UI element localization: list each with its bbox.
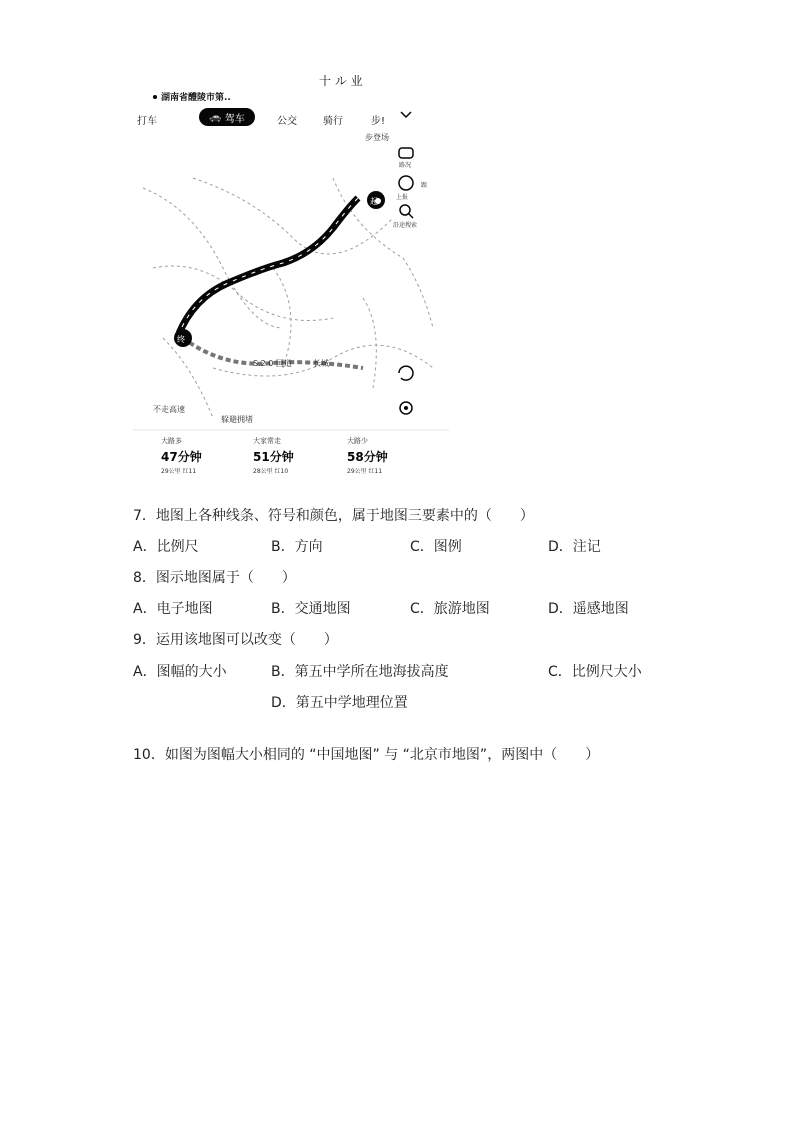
question-number: 10． <box>133 747 165 763</box>
avoid-highway-toggle[interactable]: 不走高速 <box>153 405 185 414</box>
mode-drive[interactable] <box>199 108 255 126</box>
question-number: 8． <box>133 570 156 586</box>
q7-option-c[interactable]: C．图例 <box>410 539 462 555</box>
route-time: 47分钟 <box>161 450 202 464</box>
follow-label: 跟 <box>421 182 428 189</box>
question-10 <box>133 744 599 764</box>
main-route-line[interactable] <box>178 198 358 336</box>
q9-option-d[interactable]: D．第五中学地理位置 <box>271 695 408 711</box>
route-label: 大路少 <box>347 437 368 445</box>
q8-option-d[interactable]: D．遥感地图 <box>548 601 629 617</box>
mode-bus[interactable]: 公交 <box>277 116 297 127</box>
mode-drive-label: 驾车 <box>224 113 245 125</box>
route-detail: 29公里 红11 <box>347 468 383 475</box>
map-canvas <box>133 68 449 482</box>
background-roads <box>143 178 433 418</box>
mode-walk[interactable]: 步! <box>371 116 386 127</box>
chevron-down-icon[interactable] <box>401 112 411 117</box>
marker-start-label: 终 <box>177 335 185 344</box>
route-label: 大家常走 <box>253 437 281 445</box>
top-right-label: 步登场 <box>365 133 389 142</box>
q7-option-d[interactable]: D．注记 <box>548 539 601 555</box>
refresh-icon[interactable] <box>399 366 413 380</box>
location-dot-icon <box>153 95 157 99</box>
map-screenshot <box>133 68 449 482</box>
search-label: 沿途搜索 <box>393 222 418 229</box>
search-icon[interactable] <box>400 205 410 215</box>
top-text: 十 ル 业 <box>319 74 363 88</box>
report-label: 上报 <box>396 194 409 201</box>
q8-option-a[interactable]: A．电子地图 <box>133 601 213 617</box>
question-number: 7． <box>133 508 156 524</box>
route-detail: 29公里 红11 <box>161 468 197 475</box>
avoid-congestion-toggle[interactable]: 躲避拥堵 <box>221 415 253 424</box>
report-icon[interactable] <box>399 176 413 190</box>
q9-option-a[interactable]: A．图幅的大小 <box>133 664 227 680</box>
question-text: 运用该地图可以改变（ ） <box>155 632 338 648</box>
marker-end-label: 起 <box>370 197 378 206</box>
q7-option-b[interactable]: B．方向 <box>271 539 323 555</box>
route-label: 大路多 <box>161 437 182 445</box>
question-text: 图示地图属于（ ） <box>155 570 296 586</box>
traffic-label: 路况 <box>399 162 412 169</box>
mode-ride[interactable]: 骑行 <box>323 116 343 127</box>
location-label: 湖南省醴陵市第.. <box>161 93 231 103</box>
question-9 <box>133 629 338 649</box>
question-text: 地图上各种线条、符号和颜色，属于地图三要素中的（ ） <box>155 508 534 524</box>
question-text: 如图为图幅大小相同的 “中国地图” 与 “北京市地图”，两图中（ ） <box>164 747 600 763</box>
traffic-icon[interactable] <box>399 148 413 158</box>
q9-option-c[interactable]: C．比例尺大小 <box>548 664 642 680</box>
q8-option-c[interactable]: C．旅游地图 <box>410 601 490 617</box>
q8-option-b[interactable]: B．交通地图 <box>271 601 351 617</box>
question-8 <box>133 567 296 587</box>
question-number: 9． <box>133 632 156 648</box>
question-7 <box>133 505 534 525</box>
road-label: S.2 0 国道 <box>253 359 292 368</box>
area-label: 长城 <box>313 359 329 368</box>
q9-option-b[interactable]: B．第五中学所在地海拔高度 <box>271 664 449 680</box>
route-time: 58分钟 <box>347 450 388 464</box>
q7-option-a[interactable]: A．比例尺 <box>133 539 199 555</box>
route-detail: 28公里 红10 <box>253 468 289 475</box>
route-time: 51分钟 <box>253 450 294 464</box>
car-icon: 🚗 <box>209 111 222 123</box>
mode-taxi[interactable]: 打车 <box>137 116 157 127</box>
